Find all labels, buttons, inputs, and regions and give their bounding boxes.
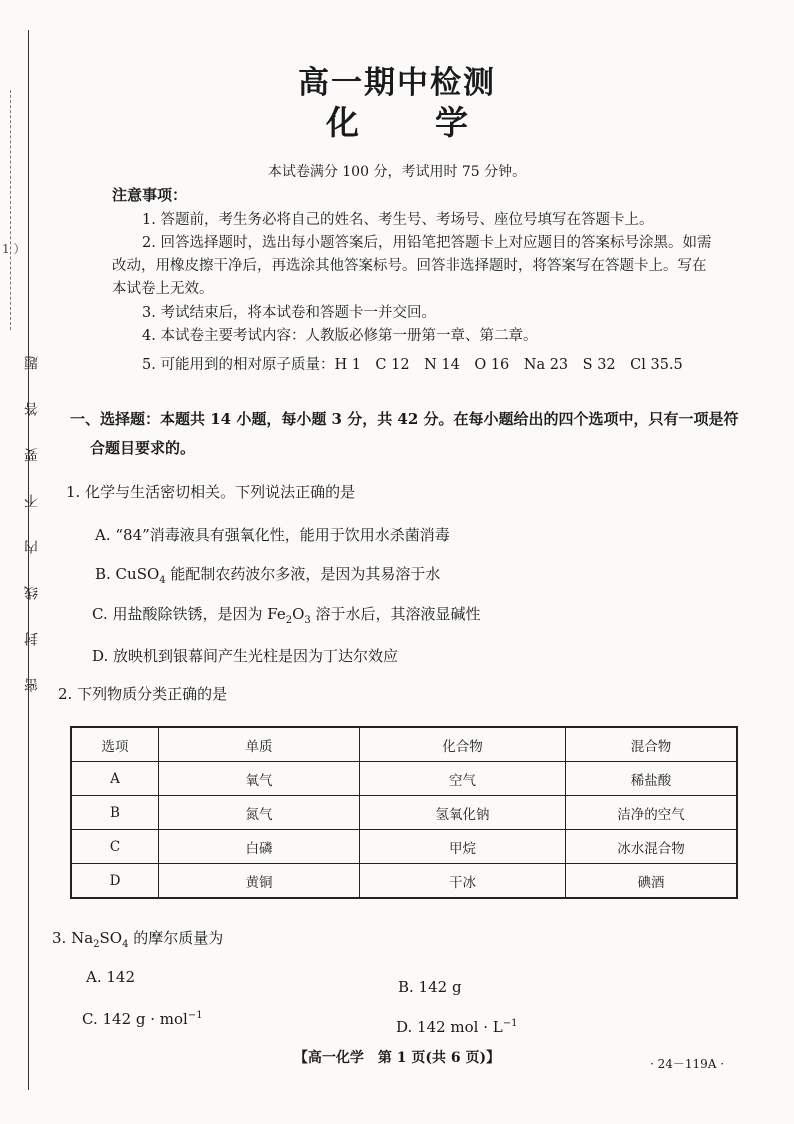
- table-cell: 氧气: [159, 762, 360, 796]
- question-1-option-b: B. CuSO$_4$ 能配制农药波尔多液，是因为其易溶于水: [95, 565, 441, 586]
- table-row: [71, 762, 737, 796]
- table-cell: D: [71, 864, 159, 899]
- question-1-option-d: D. 放映机到银幕间产生光柱是因为丁达尔效应: [92, 647, 399, 665]
- table-row: [71, 830, 737, 864]
- table-cell: 白磷: [159, 830, 360, 864]
- table-cell: 洁净的空气: [566, 796, 738, 830]
- table-header: 化合物: [360, 727, 566, 762]
- table-cell: C: [71, 830, 159, 864]
- table-header-row: [71, 727, 737, 762]
- table-cell: 黄铜: [159, 864, 360, 899]
- seal-line-text: [22, 340, 44, 708]
- question-1-option-c: C. 用盐酸除铁锈，是因为 $Fe_2O_3$ 溶于水后，其溶液显碱性: [92, 605, 481, 626]
- question-2-stem: 2. 下列物质分类正确的是: [58, 685, 228, 703]
- table-header: 混合物: [566, 727, 738, 762]
- exam-info: 本试卷满分 100 分，考试用时 75 分钟。: [267, 164, 527, 180]
- binding-mark: 1 ）: [2, 242, 26, 256]
- table-cell: 稀盐酸: [566, 762, 738, 796]
- table-cell: A: [71, 762, 159, 796]
- seal-char: 密: [24, 678, 40, 692]
- table-cell: 空气: [360, 762, 566, 796]
- exam-title: 高一期中检测: [298, 65, 496, 101]
- section-heading: 一、选择题：本题共 14 小题，每小题 3 分，共 42 分。在每小题给出的四个选项中，只有一项是符: [70, 410, 739, 428]
- notice-item-4: 4. 本试卷主要考试内容：人教版必修第一册第一章、第二章。: [142, 328, 538, 344]
- question-3-stem: 3. $Na_2SO_4$ 的摩尔质量为: [52, 929, 224, 950]
- seal-char: 封: [24, 632, 40, 646]
- table-header: 选项: [71, 727, 159, 762]
- seal-char: 内: [24, 540, 40, 554]
- table-cell: 氢氧化钠: [360, 796, 566, 830]
- notice-item-2: 2. 回答选择题时，选出每小题答案后，用铅笔把答题卡上对应题目的答案标号涂黑。如需改动，用橡皮擦干净后，再选涂其他答案标号。回答非选择题时，将答案写在答题卡上。写在本试卷上无效。: [112, 235, 712, 297]
- page-footer: 【高一化学 第 1 页(共 6 页)】: [293, 1050, 501, 1066]
- table-row: [71, 864, 737, 899]
- table-cell: 冰水混合物: [566, 830, 738, 864]
- notice-heading: 注意事项：: [112, 186, 188, 204]
- classification-table: [70, 726, 738, 899]
- question-3-option-b: B. 142 g: [398, 978, 462, 996]
- table-cell: 碘酒: [566, 864, 738, 899]
- seal-char: 线: [24, 586, 40, 600]
- question-3-option-d: D. 142 mol · $L^{-1}$: [396, 1018, 518, 1036]
- table-header: 单质: [159, 727, 360, 762]
- table-cell: B: [71, 796, 159, 830]
- question-3-option-a: A. 142: [86, 968, 135, 986]
- subject-char: 学: [435, 103, 468, 142]
- table-cell: 干冰: [360, 864, 566, 899]
- subject-title: [0, 97, 794, 144]
- section-heading-cont: 合题目要求的。: [90, 439, 196, 457]
- seal-char: 不: [24, 494, 40, 508]
- question-1-option-a: A. “84”消毒液具有强氧化性，能用于饮用水杀菌消毒: [95, 526, 450, 544]
- paper-code: · 24－119A ·: [650, 1057, 725, 1071]
- seal-char: 题: [24, 356, 40, 370]
- notice-item-5: 5. 可能用到的相对原子质量：H 1 C 12 N 14 O 16 Na 23 S 32 Cl 35.5: [142, 357, 683, 373]
- notice-item-1: 1. 答题前，考生务必将自己的姓名、考生号、考场号、座位号填写在答题卡上。: [142, 212, 654, 228]
- question-1-stem: 1. 化学与生活密切相关。下列说法正确的是: [66, 483, 356, 501]
- seal-char: 要: [24, 448, 40, 462]
- notice-item-3: 3. 考试结束后，将本试卷和答题卡一并交回。: [142, 305, 436, 321]
- question-3-option-c: C. 142 g · mol$^{-1}$: [82, 1010, 203, 1028]
- table-cell: 甲烷: [360, 830, 566, 864]
- seal-char: 答: [24, 402, 40, 416]
- table-cell: 氮气: [159, 796, 360, 830]
- table-row: [71, 796, 737, 830]
- subject-char: 化: [326, 103, 359, 142]
